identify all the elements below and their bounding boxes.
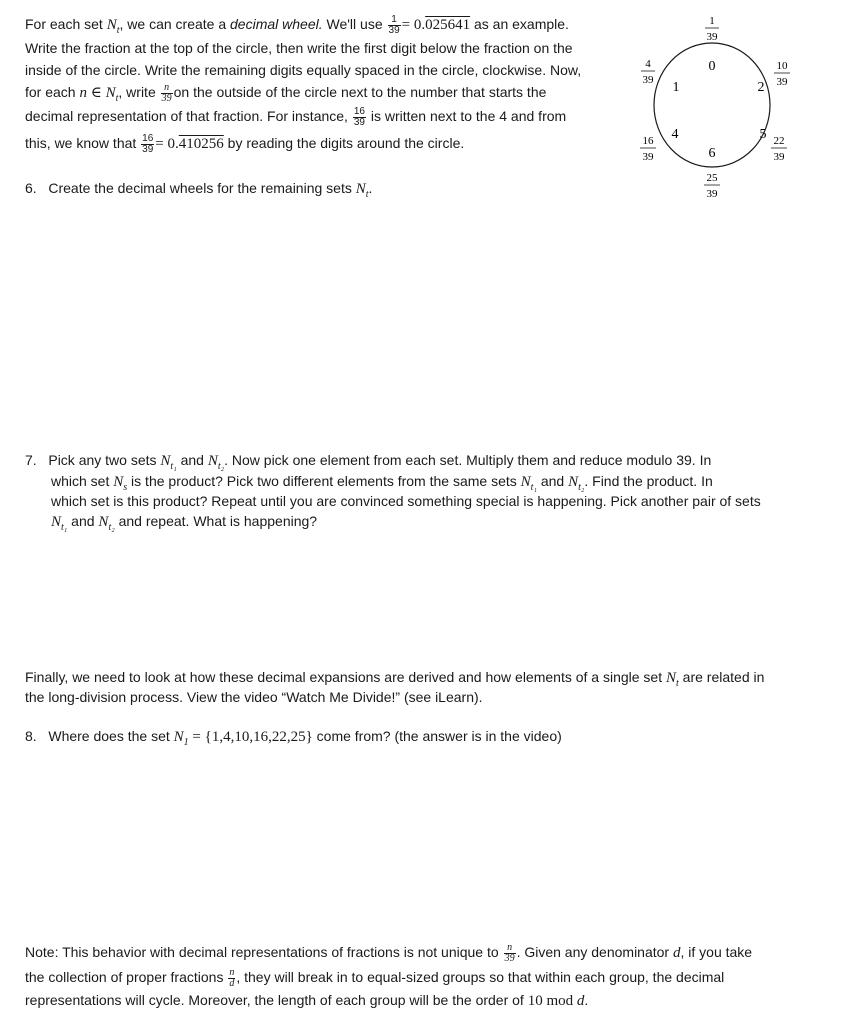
decimal-wheel-diagram xyxy=(630,5,800,205)
decimal-wheel-term: decimal wheel. xyxy=(230,16,323,32)
note-line-2: the collection of proper fractions $\frac{n}{d}$ , they will break in to equal-sized groups so that within each group, the decimal xyxy=(25,966,725,989)
question-6: 6. Create the decimal wheels for the remaining sets $N_t$. xyxy=(25,180,373,200)
wheel-digit-5: 1 xyxy=(672,80,680,95)
fraction-16-39-b: $\frac{16}{39}$ xyxy=(142,132,154,155)
fraction-1-39: $\frac{1}{39}$ xyxy=(388,13,400,36)
repeating-decimal: 025641 xyxy=(425,17,471,33)
outer-fraction-upper-right xyxy=(774,60,790,88)
question-7-line-1: 7. Pick any two sets $N_{t_1}$ and $N_{t_2}$. Now pick one element from each set. Multiply them and reduce modulo 39. In xyxy=(25,452,712,472)
intro-line-2: Write the fraction at the top of the circle, then write the first digit below the fraction on the xyxy=(25,40,573,56)
question-7-line-2: which set $N_s$ is the product? Pick two different elements from the same sets $N_{t_1}$ and $N_{t_2}$. Find the product. In xyxy=(51,473,713,493)
outer-fraction-top xyxy=(705,15,719,43)
intro-line-1: For each set $N_t$, we can create a decimal wheel. We'll use $\frac{1}{39}$ = 0.025641 as an example. xyxy=(25,13,569,36)
wheel-digit-2: 5 xyxy=(759,127,767,142)
note-line-3: representations will cycle. Moreover, the length of each group will be the order of 10 mod d. xyxy=(25,992,589,1009)
question-7-line-3: which set is this product? Repeat until you are convinced something special is happening. Pick another pair of sets xyxy=(51,493,761,509)
outer-fraction-lower-left xyxy=(640,135,656,163)
wheel-digit-1: 2 xyxy=(757,80,765,95)
svg-text:25: 25 xyxy=(706,172,718,184)
outer-fraction-upper-left xyxy=(641,58,655,86)
svg-text:39: 39 xyxy=(706,31,718,43)
svg-text:39: 39 xyxy=(776,76,788,88)
question-8: 8. Where does the set $N_1 = \{1,4,10,16,22,25\}$ come from? (the answer is in the video) xyxy=(25,728,562,748)
repeating-decimal-16: 410256 xyxy=(178,136,224,152)
intro-line-4: for each n ∈ $N_t$, write $\frac{n}{39}$ on the outside of the circle next to the number that starts the xyxy=(25,81,547,104)
svg-text:4: 4 xyxy=(645,58,651,70)
svg-text:39: 39 xyxy=(706,188,718,200)
set-symbol: $N_t$ xyxy=(106,17,120,36)
finally-line-2: the long-division process. View the video “Watch Me Divide!” (see iLearn). xyxy=(25,689,483,705)
wheel-digit-0: 0 xyxy=(708,59,716,74)
intro-line-5: decimal representation of that fraction. For instance, $\frac{16}{39}$ is written next to the 4 and from xyxy=(25,105,567,128)
outer-fraction-bottom xyxy=(704,172,720,200)
svg-text:16: 16 xyxy=(642,135,654,147)
intro-line-3: inside of the circle. Write the remaining digits equally spaced in the circle, clockwise. Now, xyxy=(25,62,582,78)
svg-text:39: 39 xyxy=(642,151,654,163)
fraction-n-39: $\frac{n}{39}$ xyxy=(161,81,172,104)
fraction-16-39: $\frac{16}{39}$ xyxy=(353,105,365,128)
note-fraction-n-d: $\frac{n}{d}$ xyxy=(229,966,235,989)
intro-line-6: this, we know that $\frac{16}{39}$ = 0.410256 by reading the digits around the circle. xyxy=(25,132,465,155)
wheel-digit-4: 4 xyxy=(671,127,679,142)
finally-line-1: Finally, we need to look at how these decimal expansions are derived and how elements of a single set $N_t$ are related in xyxy=(25,669,765,689)
svg-text:10: 10 xyxy=(776,60,788,72)
note-fraction-n-39: $\frac{n}{39}$ xyxy=(504,941,515,964)
question-7-line-4: $N_{t_1}$ and $N_{t_2}$ and repeat. What is happening? xyxy=(51,513,318,533)
svg-text:39: 39 xyxy=(642,74,654,86)
svg-text:22: 22 xyxy=(773,135,785,147)
wheel-digit-3: 6 xyxy=(708,146,716,161)
svg-text:39: 39 xyxy=(773,151,785,163)
svg-text:1: 1 xyxy=(709,15,715,27)
outer-fraction-lower-right xyxy=(771,135,787,163)
note-line-1: Note: This behavior with decimal representations of fractions is not unique to $\frac{n}{39}$ . Given any denominator d, if you take xyxy=(25,941,753,964)
